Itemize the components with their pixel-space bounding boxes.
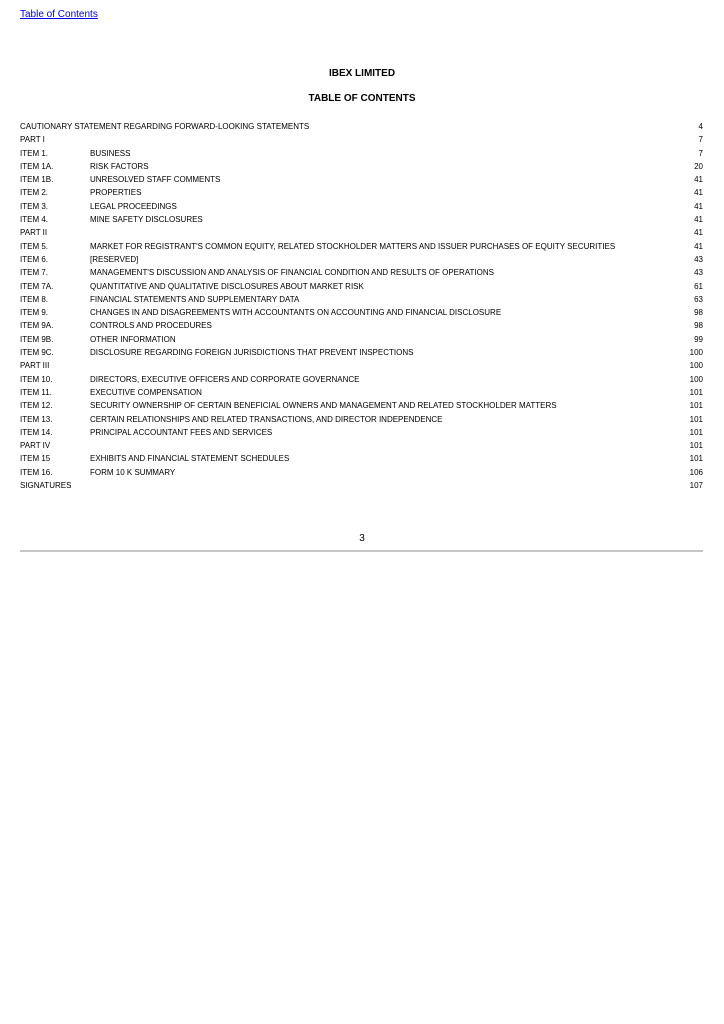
toc-page: 99: [694, 334, 703, 344]
toc-description: MANAGEMENT'S DISCUSSION AND ANALYSIS OF FINANCIAL CONDITION AND RESULTS OF OPERATIONS: [90, 268, 494, 278]
toc-page: 98: [694, 321, 703, 331]
toc-description: DIRECTORS, EXECUTIVE OFFICERS AND CORPORATE GOVERNANCE: [90, 374, 360, 384]
toc-page: 41: [694, 241, 703, 251]
toc-page: 98: [694, 308, 703, 318]
toc-item: PART II: [20, 228, 48, 238]
toc-list: [20, 120, 703, 492]
toc-description: RISK FACTORS: [90, 161, 149, 171]
toc-row[interactable]: [20, 280, 703, 293]
toc-item: ITEM 7A.: [20, 281, 54, 291]
toc-description: EXHIBITS AND FINANCIAL STATEMENT SCHEDULES: [90, 454, 290, 464]
toc-item: ITEM 12.: [20, 401, 53, 411]
toc-page: 101: [689, 414, 703, 424]
toc-item: ITEM 15: [20, 454, 51, 464]
toc-description: CERTAIN RELATIONSHIPS AND RELATED TRANSACTIONS, AND DIRECTOR INDEPENDENCE: [90, 414, 443, 424]
toc-row[interactable]: [20, 213, 703, 226]
toc-page: 100: [689, 361, 703, 371]
toc-row[interactable]: [20, 120, 703, 133]
toc-item: ITEM 9A.: [20, 321, 54, 331]
toc-description: MARKET FOR REGISTRANT'S COMMON EQUITY, RELATED STOCKHOLDER MATTERS AND ISSUER PURCHASES OF EQUITY SECURITIES: [90, 241, 616, 251]
toc-row[interactable]: [20, 466, 703, 479]
toc-page: 20: [694, 161, 703, 171]
toc-row[interactable]: [20, 386, 703, 399]
toc-page: 4: [698, 122, 703, 131]
toc-row[interactable]: [20, 147, 703, 160]
toc-description: SECURITY OWNERSHIP OF CERTAIN BENEFICIAL OWNERS AND MANAGEMENT AND RELATED STOCKHOLDER MATTERS: [90, 401, 557, 411]
toc-page: 101: [689, 401, 703, 411]
toc-item: ITEM 7.: [20, 268, 49, 278]
toc-page: 101: [689, 454, 703, 464]
toc-description: CONTROLS AND PROCEDURES: [90, 321, 212, 331]
table-of-contents-link[interactable]: Table of Contents: [20, 9, 98, 20]
toc-page: 43: [694, 254, 703, 264]
toc-row[interactable]: [20, 333, 703, 346]
toc-row[interactable]: [20, 413, 703, 426]
toc-row[interactable]: [20, 439, 703, 452]
toc-description: FORM 10 K SUMMARY: [90, 467, 176, 477]
toc-item: ITEM 14.: [20, 427, 53, 437]
toc-row[interactable]: [20, 319, 703, 332]
toc-page: 41: [694, 228, 703, 238]
toc-description: MINE SAFETY DISCLOSURES: [90, 215, 203, 225]
toc-page: 7: [698, 135, 703, 145]
toc-page: 41: [694, 188, 703, 198]
toc-row[interactable]: [20, 253, 703, 266]
toc-item: ITEM 9.: [20, 308, 49, 318]
toc-page: 101: [689, 387, 703, 397]
toc-row[interactable]: [20, 479, 703, 492]
toc-page: 43: [694, 268, 703, 278]
toc-item: PART III: [20, 361, 50, 371]
toc-item: ITEM 9B.: [20, 334, 54, 344]
page-title: TABLE OF CONTENTS: [308, 93, 416, 104]
toc-row[interactable]: [20, 160, 703, 173]
toc-row[interactable]: [20, 293, 703, 306]
company-name: IBEX LIMITED: [328, 68, 396, 79]
toc-item: ITEM 11.: [20, 387, 52, 397]
toc-description: CHANGES IN AND DISAGREEMENTS WITH ACCOUNTANTS ON ACCOUNTING AND FINANCIAL DISCLOSURE: [90, 308, 502, 318]
toc-row[interactable]: [20, 240, 703, 253]
toc-description: FINANCIAL STATEMENTS AND SUPPLEMENTARY DATA: [90, 294, 300, 304]
toc-page: 41: [694, 175, 703, 185]
toc-item: SIGNATURES: [20, 481, 72, 491]
toc-page: 41: [694, 201, 703, 211]
toc-row[interactable]: [20, 266, 703, 279]
toc-page: 101: [689, 441, 703, 451]
toc-row[interactable]: [20, 373, 703, 386]
toc-description: BUSINESS: [90, 148, 131, 158]
toc-page: 100: [689, 348, 703, 358]
toc-description: UNRESOLVED STAFF COMMENTS: [90, 175, 221, 185]
toc-item: ITEM 6.: [20, 254, 49, 264]
toc-item: ITEM 1A.: [20, 161, 54, 171]
toc-item: PART I: [20, 135, 45, 145]
toc-row[interactable]: [20, 200, 703, 213]
toc-row[interactable]: [20, 226, 703, 239]
toc-item: ITEM 2.: [20, 188, 49, 198]
toc-description: DISCLOSURE REGARDING FOREIGN JURISDICTIONS THAT PREVENT INSPECTIONS: [90, 348, 414, 358]
toc-item: ITEM 8.: [20, 294, 49, 304]
toc-row[interactable]: [20, 173, 703, 186]
toc-item: ITEM 3.: [20, 201, 49, 211]
toc-item: ITEM 10.: [20, 374, 53, 384]
toc-item: ITEM 13.: [20, 414, 53, 424]
toc-row[interactable]: [20, 359, 703, 372]
toc-item: ITEM 1.: [20, 148, 49, 158]
toc-item: ITEM 5.: [20, 241, 49, 251]
toc-description: OTHER INFORMATION: [90, 334, 176, 344]
toc-page: 106: [689, 467, 703, 477]
toc-page: 41: [694, 215, 703, 225]
toc-description: LEGAL PROCEEDINGS: [90, 201, 177, 211]
toc-row[interactable]: [20, 186, 703, 199]
toc-page: 7: [698, 148, 703, 158]
toc-page: 107: [689, 481, 703, 491]
page-number: 3: [359, 533, 365, 544]
toc-page: 101: [689, 427, 703, 437]
toc-description: EXECUTIVE COMPENSATION: [90, 387, 202, 397]
toc-item: ITEM 9C.: [20, 348, 54, 358]
toc-item: ITEM 16.: [20, 467, 53, 477]
toc-row[interactable]: [20, 426, 703, 439]
toc-item: ITEM 1B.: [20, 175, 54, 185]
toc-page: 61: [694, 281, 703, 291]
toc-row[interactable]: [20, 399, 703, 412]
toc-page: 63: [694, 294, 703, 304]
toc-row[interactable]: [20, 346, 703, 359]
toc-description: PRINCIPAL ACCOUNTANT FEES AND SERVICES: [90, 427, 273, 437]
page-divider: [20, 550, 703, 552]
toc-row[interactable]: [20, 452, 703, 465]
toc-description: QUANTITATIVE AND QUALITATIVE DISCLOSURES ABOUT MARKET RISK: [90, 281, 364, 291]
toc-item: PART IV: [20, 441, 51, 451]
toc-row[interactable]: [20, 133, 703, 146]
toc-description: [RESERVED]: [90, 254, 139, 264]
toc-item: ITEM 4.: [20, 215, 49, 225]
toc-row[interactable]: [20, 306, 703, 319]
toc-description: PROPERTIES: [90, 188, 142, 198]
toc-page: 100: [689, 374, 703, 384]
toc-item: CAUTIONARY STATEMENT REGARDING FORWARD-LOOKING STATEMENTS: [20, 122, 310, 131]
